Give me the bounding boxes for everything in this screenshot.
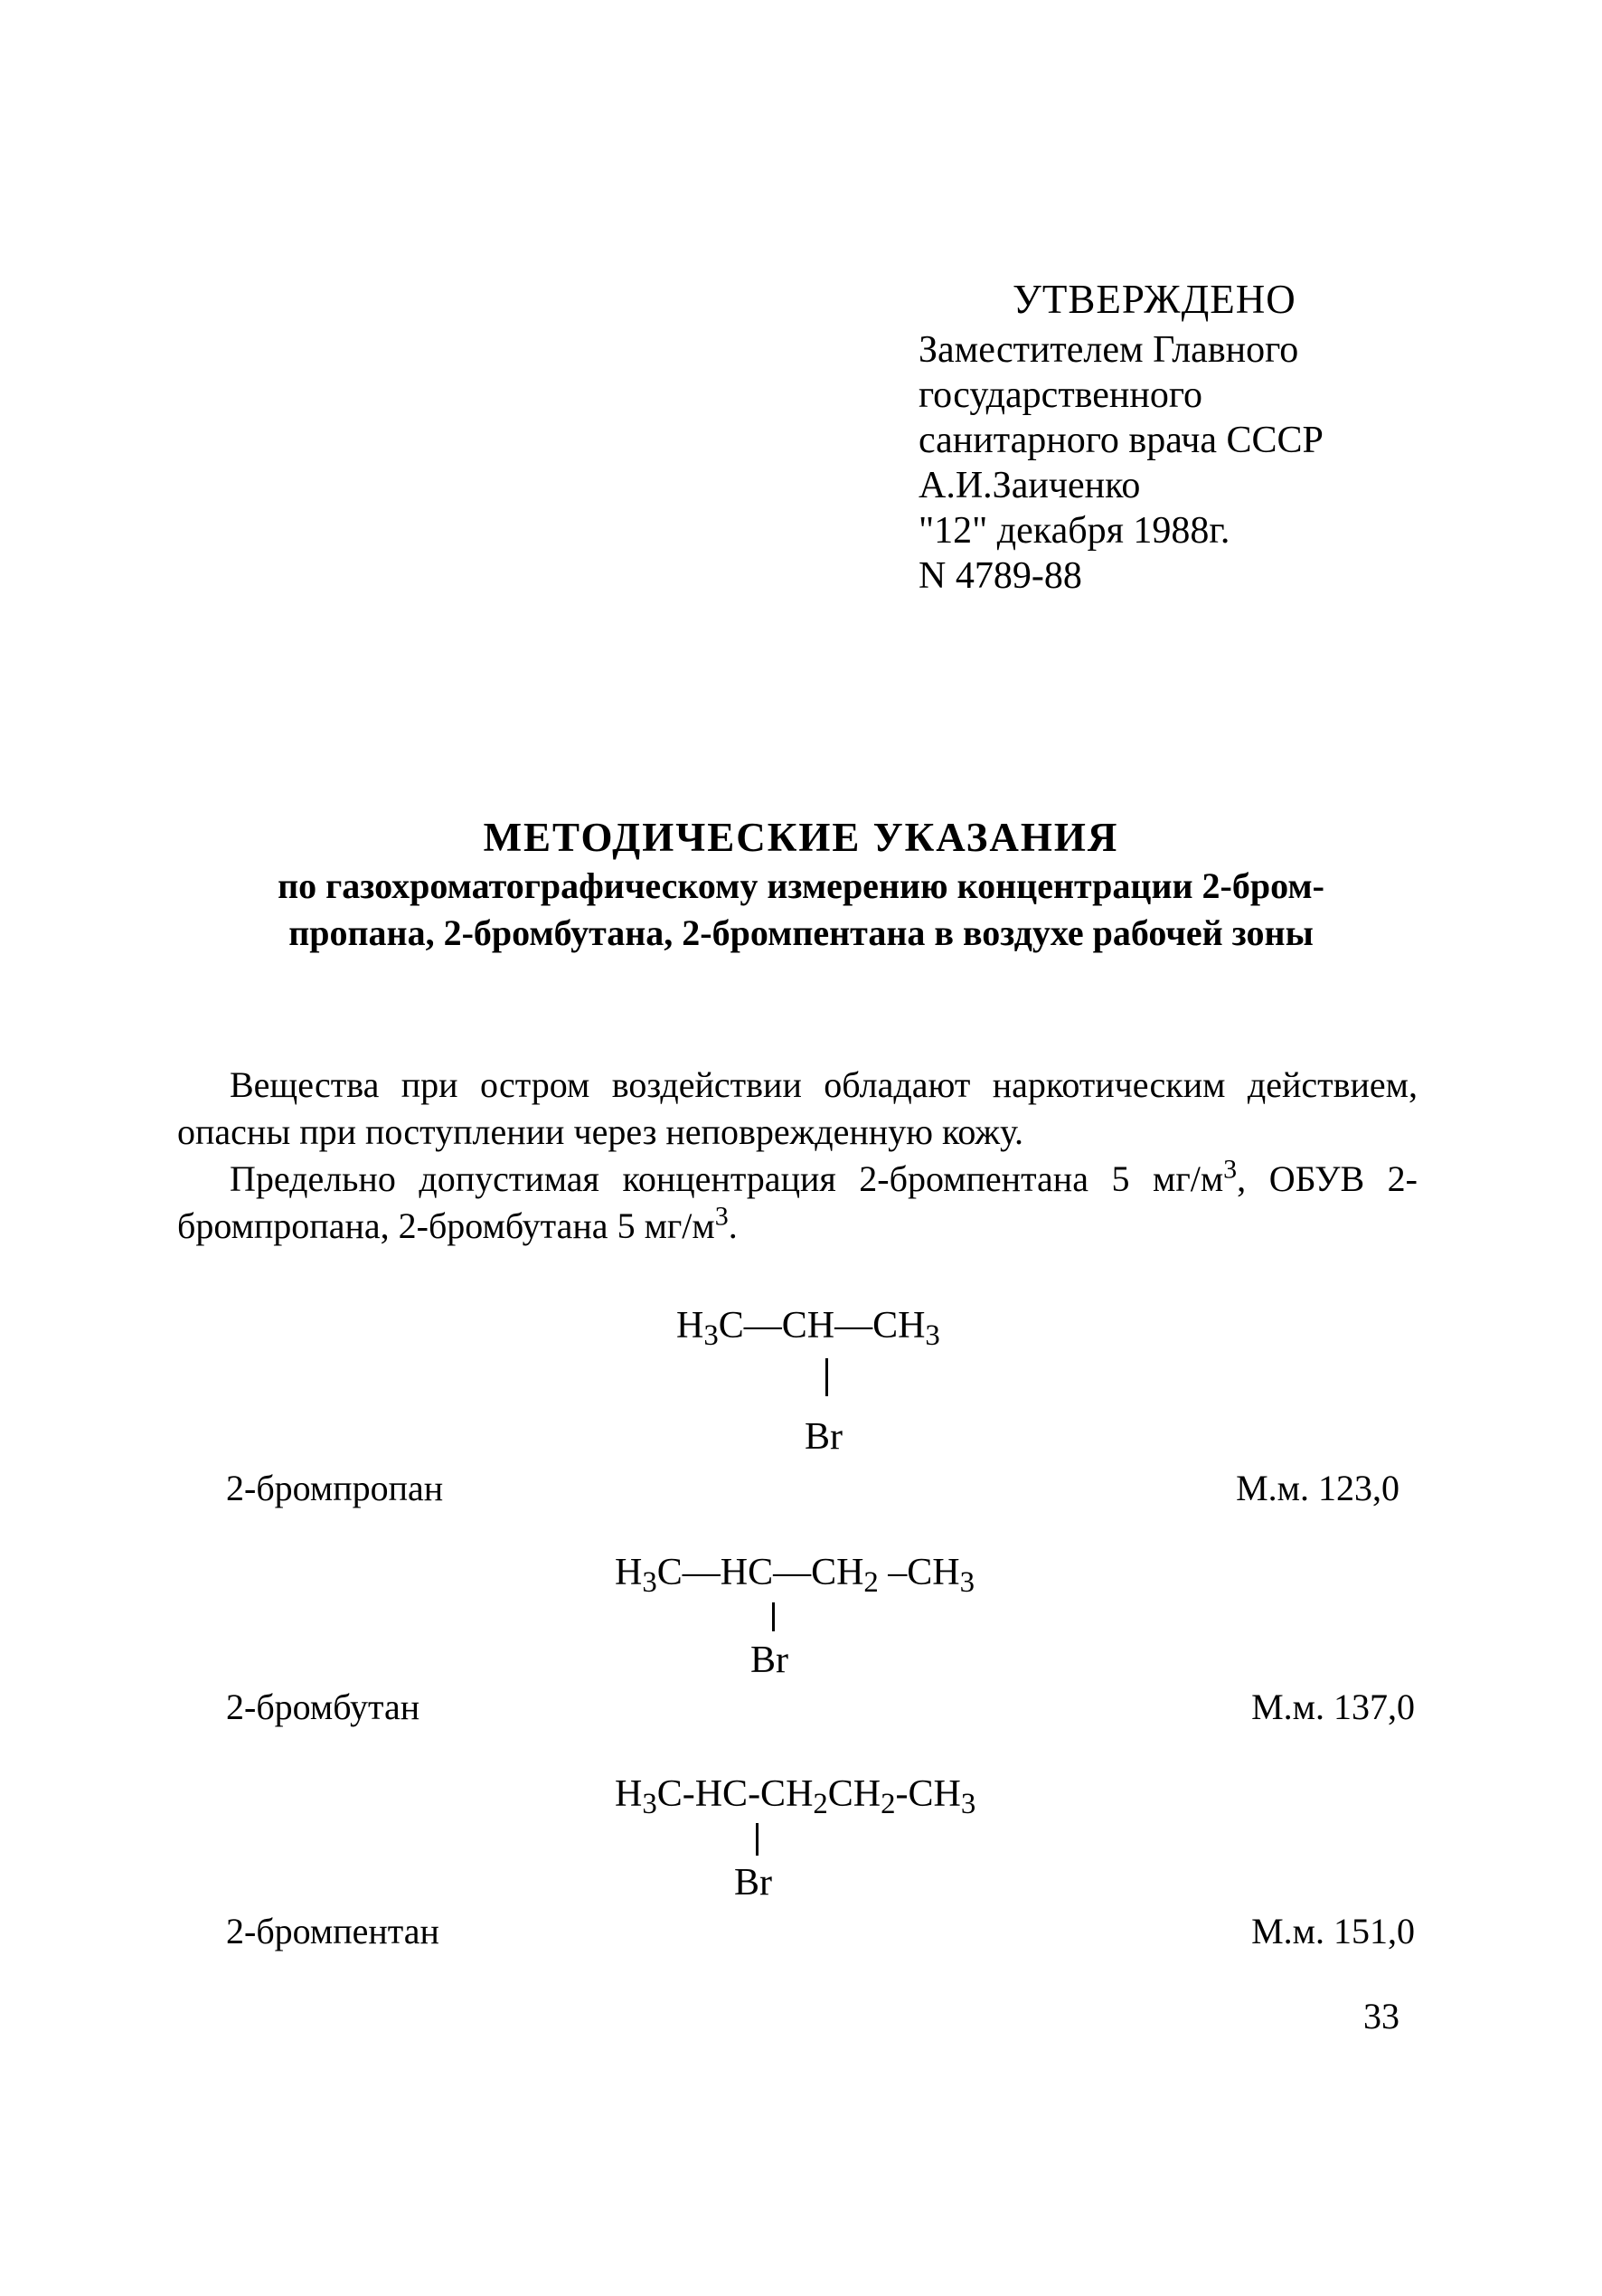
formula-2-bromopropane	[676, 1304, 940, 1353]
bond-line	[756, 1823, 759, 1856]
substituent-br: Br	[734, 1862, 772, 1904]
formula-subscript: 3	[642, 1566, 657, 1600]
formula-text: C—HC—CH	[656, 1552, 864, 1593]
formula-subscript: 2	[813, 1788, 828, 1821]
substituent-br: Br	[750, 1639, 788, 1681]
formula-2-bromobutane	[615, 1551, 975, 1600]
document-title	[0, 812, 1602, 957]
formula-subscript: 3	[642, 1788, 657, 1821]
formula-text: H	[676, 1305, 704, 1346]
paragraph-limits	[177, 1156, 1418, 1250]
substituent-br: Br	[805, 1416, 843, 1458]
approval-line: государственного	[919, 374, 1203, 416]
approval-line: А.И.Заиченко	[919, 465, 1141, 506]
formula-2-bromopentane	[615, 1772, 976, 1821]
superscript: 3	[1223, 1154, 1238, 1185]
formula-text: –CH	[878, 1552, 960, 1593]
approval-line: санитарного врача СССР	[919, 420, 1324, 461]
formula-text: H	[615, 1552, 643, 1593]
approval-heading: УТВЕРЖДЕНО	[1013, 277, 1296, 322]
compound-name: 2-бромпентан	[226, 1911, 439, 1951]
paragraph-hazard: Вещества при остром воздействии обладают наркотическим действием, опасны при поступлении через неповрежденную кожу.	[177, 1064, 1418, 1152]
approval-line: Заместителем Главного	[919, 329, 1299, 371]
compound-name: 2-бромпропан	[226, 1468, 444, 1508]
limits-text: Предельно допустимая концентрация 2-бромпентана 5 мг/м	[230, 1158, 1224, 1199]
formula-text: C—CH—CH	[718, 1305, 926, 1346]
molecular-weight: М.м. 137,0	[1251, 1687, 1415, 1727]
approval-line: N 4789-88	[919, 555, 1082, 597]
formula-subscript: 3	[703, 1319, 719, 1353]
formula-text: -CH	[895, 1773, 961, 1815]
page-number: 33	[1363, 1996, 1399, 2036]
approval-line: "12" декабря 1988г.	[919, 510, 1230, 552]
formula-text: C-HC-CH	[656, 1773, 814, 1815]
formula-text: H	[615, 1773, 643, 1815]
title-sub-line: по газохроматографическому измерению концентрации 2-бром-	[278, 865, 1324, 906]
formula-subscript: 3	[925, 1319, 940, 1353]
bond-line	[825, 1358, 828, 1396]
title-main: МЕТОДИЧЕСКИЕ УКАЗАНИЯ	[483, 815, 1119, 860]
title-sub-line: пропана, 2-бромбутана, 2-бромпентана в воздухе рабочей зоны	[288, 912, 1314, 953]
limits-text: .	[728, 1205, 738, 1246]
superscript: 3	[714, 1201, 729, 1232]
molecular-weight: М.м. 123,0	[1236, 1468, 1399, 1508]
approval-block	[919, 277, 1324, 599]
bond-line	[772, 1602, 775, 1631]
formula-text: CH	[827, 1773, 881, 1815]
formula-subscript: 3	[959, 1566, 975, 1600]
formula-subscript: 3	[960, 1788, 976, 1821]
formula-subscript: 2	[881, 1788, 896, 1821]
limits-text: , ОБУВ 2-бромпропана, 2-бромбутана 5 мг/м	[177, 1158, 1418, 1246]
molecular-weight: М.м. 151,0	[1251, 1911, 1415, 1951]
compound-name: 2-бромбутан	[226, 1687, 420, 1727]
formula-subscript: 2	[863, 1566, 879, 1600]
